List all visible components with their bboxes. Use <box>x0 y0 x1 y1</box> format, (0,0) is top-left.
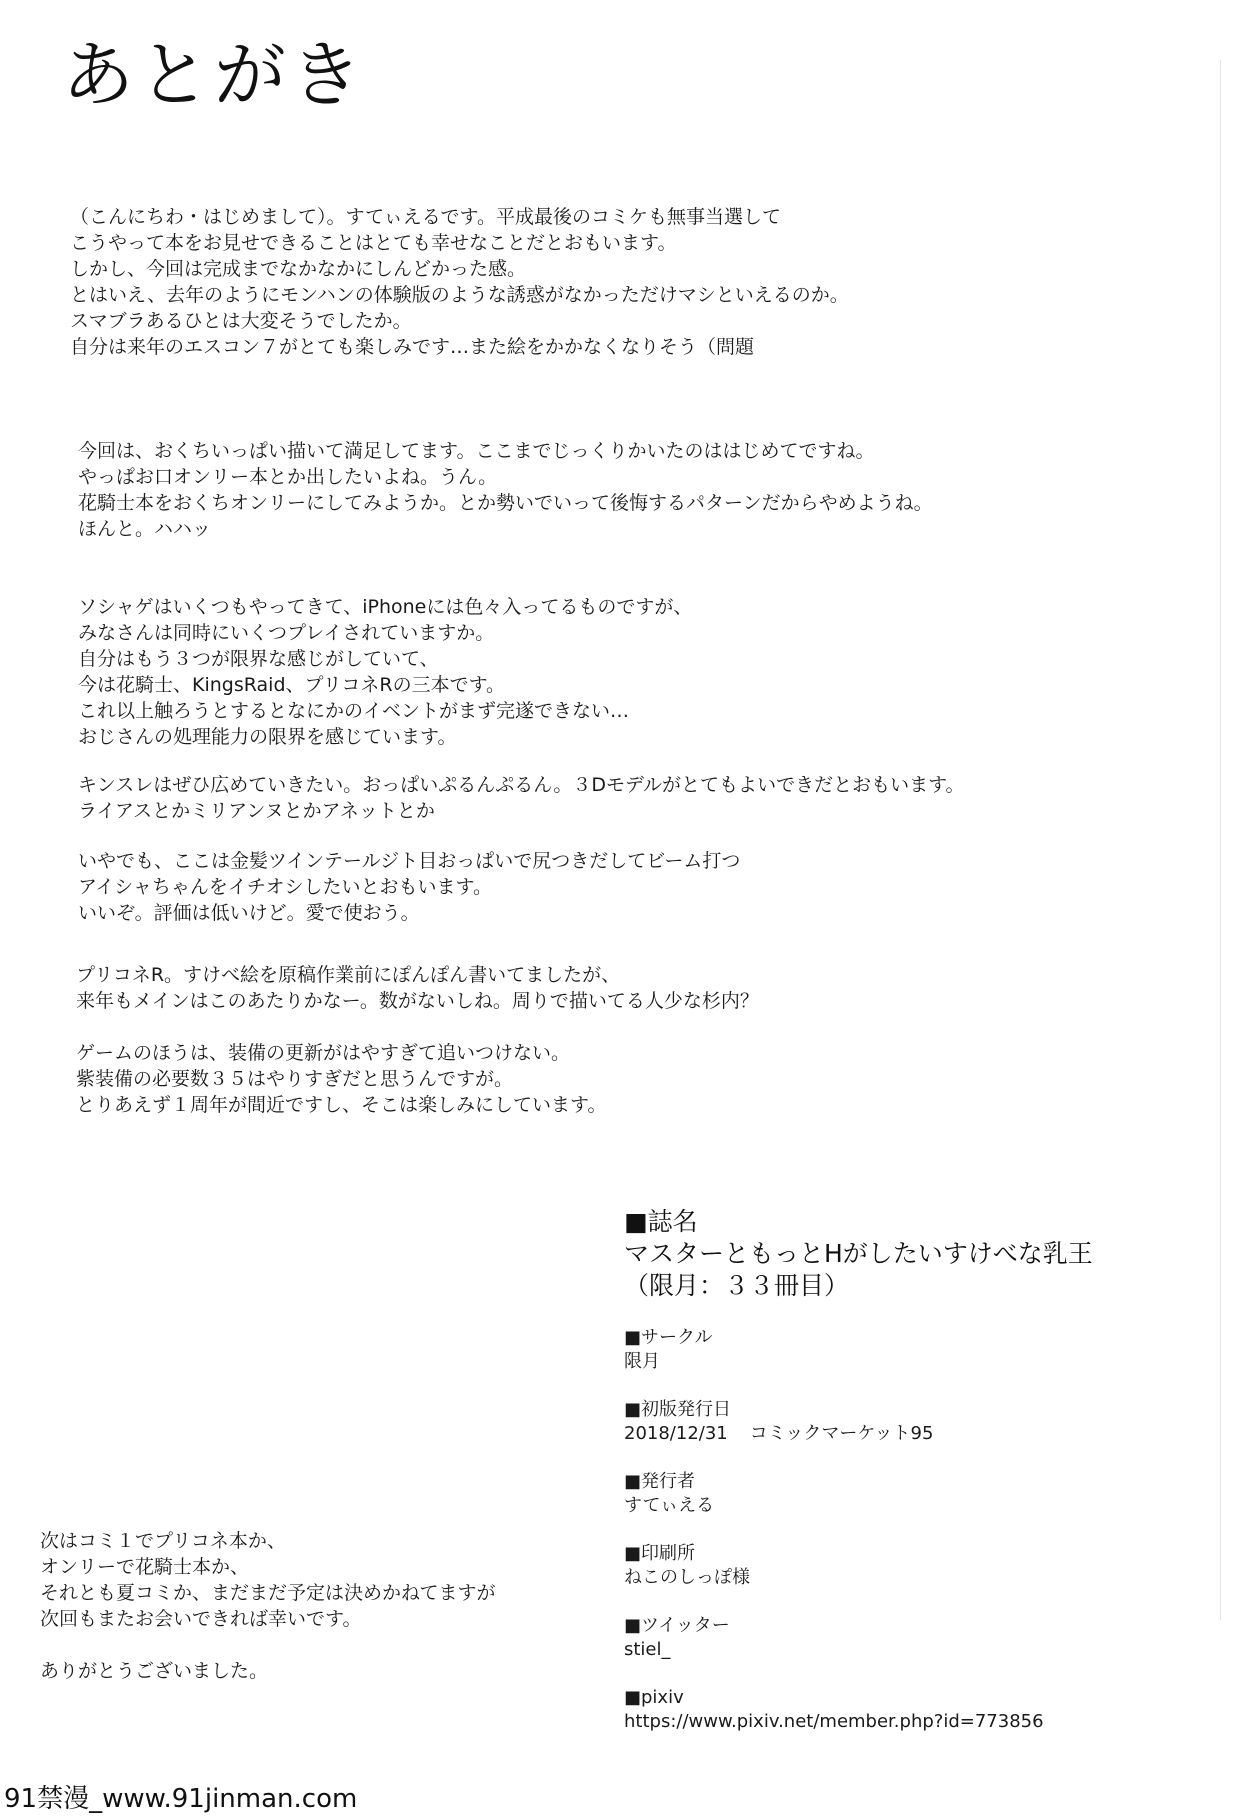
paragraph-this-book <box>78 438 933 542</box>
text-line: 花騎士本をおくちオンリーにしてみようか。とか勢いでいって後悔するパターンだからやめようね。 <box>78 492 933 514</box>
pixiv-url: https://www.pixiv.net/member.php?id=773856 <box>624 1711 1044 1732</box>
text-line: 今は花騎士、KingsRaid、プリコネRの三本です。 <box>78 674 506 696</box>
twitter-handle: stiel_ <box>624 1639 671 1660</box>
pixiv-label: ■pixiv <box>624 1687 684 1708</box>
text-line: ライアスとかミリアンヌとかアネットとか <box>78 800 435 822</box>
text-line: やっぱお口オンリー本とか出したいよね。うん。 <box>78 466 498 488</box>
text-line: アイシャちゃんをイチオシしたいとおもいます。 <box>78 876 493 898</box>
magazine-label: ■誌名 <box>624 1207 698 1236</box>
magazine-title-line: マスターともっとHがしたいすけべな乳王 <box>624 1239 1093 1268</box>
text-line: とはいえ、去年のようにモンハンの体験版のような誘惑がなかっただけマシといえるのか。 <box>70 284 849 306</box>
text-line: （こんにちわ・はじめまして）。すてぃえるです。平成最後のコミケも無事当選して <box>70 206 781 228</box>
text-line: オンリーで花騎士本か、 <box>40 1556 250 1578</box>
text-line: とりあえず１周年が間近ですし、そこは楽しみにしています。 <box>76 1094 607 1116</box>
text-line: おじさんの処理能力の限界を感じています。 <box>78 726 457 748</box>
page-edge-line <box>1220 60 1221 1620</box>
circle-label: ■サークル <box>624 1327 713 1348</box>
paragraph-aisha <box>78 848 740 926</box>
text-line: 紫装備の必要数３５はやりすぎだと思うんですが。 <box>76 1068 514 1090</box>
first-edition-date: 2018/12/31 <box>624 1423 728 1444</box>
text-line: みなさんは同時にいくつプレイされていますか。 <box>78 622 495 644</box>
text-line: キンスレはぜひ広めていきたい。おっぱいぷるんぷるん。３Dモデルがとてもよいできだとおもいます。 <box>78 774 965 796</box>
colophon <box>624 1206 1224 1732</box>
closing-paragraph <box>40 1528 496 1632</box>
text-line: ほんと。ハハッ <box>78 518 212 540</box>
first-edition-value <box>624 1422 933 1446</box>
text-line: 来年もメインはこのあたりかなー。数がないしね。周りで描いてる人少な杉内？ <box>76 990 759 1012</box>
text-line: 今回は、おくちいっぱい描いて満足してます。ここまでじっくりかいたのははじめてですね。 <box>78 440 875 462</box>
paragraph-social-games <box>78 594 692 750</box>
text-line: ソシャゲはいくつもやってきて、iPhoneには色々入ってるものですが、 <box>78 596 693 618</box>
text-line: 次回もまたお会いできれば幸いです。 <box>40 1608 362 1630</box>
publisher-value: すてぃえる <box>624 1495 715 1516</box>
text-line: しかし、今回は完成までなかなかにしんどかった感。 <box>70 258 527 280</box>
text-line: 自分はもう３つが限界な感じがしていて、 <box>78 648 439 670</box>
paragraph-game-side <box>76 1040 606 1118</box>
printer-section <box>624 1542 750 1590</box>
text-line: プリコネR。すけべ絵を原稿作業前にぽんぽん書いてましたが、 <box>76 964 621 986</box>
paragraph-greeting <box>70 204 849 360</box>
printer-label: ■印刷所 <box>624 1543 696 1564</box>
text-line: 自分は来年のエスコン７がとても楽しみです…また絵をかかなくなりそう（問題 <box>70 336 755 358</box>
text-line: ゲームのほうは、装備の更新がはやすぎて追いつけない。 <box>76 1042 571 1064</box>
paragraph-priconne <box>76 962 759 1014</box>
text-line: いいぞ。評価は低いけど。愛で使おう。 <box>78 902 420 924</box>
circle-section <box>624 1326 712 1374</box>
text-line: スマブラあるひとは大変そうでしたか。 <box>70 310 412 332</box>
thanks-line: ありがとうございました。 <box>40 1660 269 1682</box>
publisher-label: ■発行者 <box>624 1471 696 1492</box>
twitter-label: ■ツイッター <box>624 1615 730 1636</box>
printer-value: ねこのしっぽ様 <box>624 1567 750 1588</box>
first-edition-event: コミックマーケット95 <box>749 1423 934 1444</box>
first-edition-section <box>624 1398 933 1446</box>
watermark: 91禁漫_www.91jinman.com <box>4 1784 358 1814</box>
text-line: こうやって本をお見せできることはとても幸せなことだとおもいます。 <box>70 232 677 254</box>
first-edition-label: ■初版発行日 <box>624 1399 732 1420</box>
page-title: あとがき <box>62 33 367 117</box>
magazine-title-line: （限月：３３冊目） <box>624 1271 850 1300</box>
paragraph-kingsraid <box>78 772 965 824</box>
circle-value: 限月 <box>624 1351 660 1372</box>
text-line: これ以上触ろうとするとなにかのイベントがまず完遂できない… <box>78 700 630 722</box>
text-line: いやでも、ここは金髪ツインテールジト目おっぱいで尻つきだしてビーム打つ <box>78 850 741 872</box>
publisher-section <box>624 1470 714 1518</box>
pixiv-section <box>624 1686 1044 1734</box>
twitter-section <box>624 1614 730 1662</box>
text-line: 次はコミ１でプリコネ本か、 <box>40 1530 286 1552</box>
text-line: それとも夏コミか、まだまだ予定は決めかねてますが <box>40 1582 496 1604</box>
